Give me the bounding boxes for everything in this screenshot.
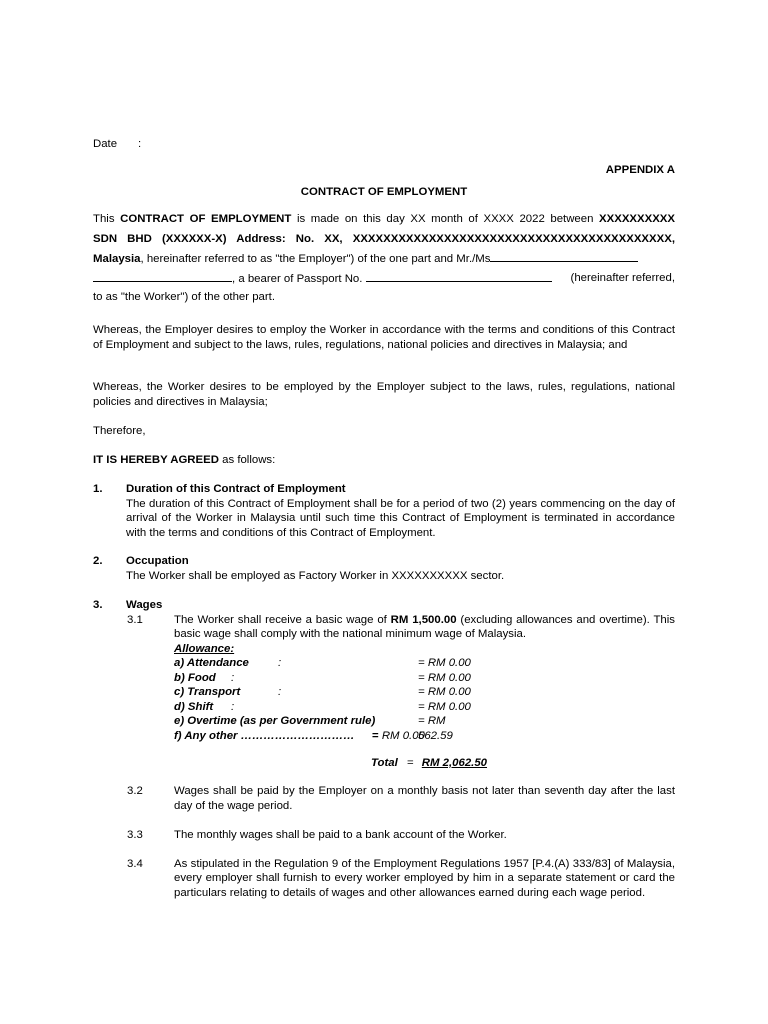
- section-number: 2.: [93, 555, 103, 567]
- intro-text: , hereinafter referred to as "the Employer") of the one part and Mr./Ms: [140, 253, 491, 265]
- clause-text-part: (excluding allowances and overtime). This basic wage shall comply with the national minimum wage of Malaysia.: [174, 613, 675, 640]
- clause-number: 3.3: [127, 828, 143, 841]
- intro-line-3: [93, 249, 675, 270]
- date-colon: :: [138, 138, 142, 150]
- agreed-bold: IT IS HEREBY AGREED: [93, 454, 219, 466]
- intro-line-5: to as "the Worker") of the other part.: [93, 291, 275, 303]
- section-text: The Worker shall be employed as Factory Worker in XXXXXXXXXX sector.: [126, 569, 505, 582]
- appendix-label: APPENDIX A: [605, 164, 675, 176]
- therefore-text: Therefore,: [93, 425, 146, 437]
- date-label: Date: [93, 138, 118, 150]
- section-text: The duration of this Contract of Employment shall be for a period of two (2) years commencing on the day of arrival of the Worker in Malaysia until such time this Contract of Employment is terminated in accordance with the terms and conditions of this Contract of Employment.: [126, 497, 675, 539]
- document-title: CONTRACT OF EMPLOYMENT: [300, 186, 468, 198]
- intro-line-1: [93, 210, 675, 230]
- clause-text: As stipulated in the Regulation 9 of the Employment Regulations 1957 [P.4.(A) 333/83] of Malaysia, every employer shall furnish to every worker employed by him in a separate statement or card the particulars relating to details of wages and other allowances earned during each wage period.: [174, 857, 675, 899]
- intro-text: (hereinafter referred,: [570, 271, 675, 284]
- clause-text: Wages shall be paid by the Employer on a monthly basis not later than seventh day after the last day of the wage period.: [174, 785, 675, 812]
- basic-wage-amount: RM 1,500.00: [390, 613, 457, 626]
- worker-name-blank[interactable]: [490, 249, 638, 262]
- clause-text: [174, 613, 675, 642]
- worker-name-blank-cont[interactable]: [93, 269, 232, 282]
- intro-line-4: [93, 269, 675, 290]
- equals-sign: =: [372, 729, 379, 742]
- malaysia-bold: Malaysia: [93, 253, 141, 265]
- allowance-equals: [372, 729, 425, 744]
- intro-text: is made on this day XX month of XXXX 2022 between: [291, 213, 600, 225]
- allowance-label: b) Food: [174, 671, 216, 684]
- allowance-heading: Allowance:: [174, 642, 235, 655]
- section-heading: Wages: [126, 599, 163, 611]
- allowance-row: [174, 685, 474, 700]
- employer-name-bold: XXXXXXXXXX: [599, 213, 676, 225]
- allowance-row: [174, 656, 474, 671]
- allowance-value: = RM 0.00: [418, 657, 471, 669]
- agreed-line: [93, 453, 275, 468]
- allowance-value: = RM 0.00: [418, 700, 471, 713]
- whereas-worker-paragraph: Whereas, the Worker desires to be employed by the Employer subject to the laws, rules, regulations, national policies and directives in Malaysia;: [93, 381, 675, 408]
- section-heading: Occupation: [126, 555, 189, 567]
- agreed-text: as follows:: [218, 454, 276, 466]
- allowance-colon: :: [231, 700, 235, 713]
- allowance-colon: :: [278, 657, 282, 669]
- intro-text: This: [93, 213, 121, 225]
- allowance-value: = RM 0.00: [418, 671, 471, 684]
- total-equals: =: [406, 757, 414, 769]
- allowance-label: e) Overtime (as per Government rule): [174, 715, 376, 727]
- section-number: 1.: [93, 483, 103, 495]
- whereas-employer-paragraph: Whereas, the Employer desires to employ the Worker in accordance with the terms and conditions of this Contract of Employment and subject to the laws, rules, regulations, national policies and directives in Malaysia; and: [93, 324, 675, 351]
- allowance-row: [174, 671, 474, 686]
- allowance-value: = RM 562.59: [418, 715, 453, 742]
- total-line: [371, 756, 487, 771]
- total-amount: RM 2,062.50: [421, 757, 488, 769]
- date-line: [93, 137, 142, 152]
- allowance-value: RM 0.00: [378, 729, 425, 742]
- allowance-row: [174, 700, 474, 715]
- section-heading: Duration of this Contract of Employment: [126, 483, 346, 495]
- passport-number-blank[interactable]: [366, 269, 552, 282]
- clause-number: 3.4: [127, 857, 143, 870]
- allowance-colon: :: [278, 686, 282, 698]
- intro-text: , a bearer of Passport No.: [232, 272, 366, 285]
- allowance-label: c) Transport: [174, 686, 241, 698]
- document-page: [93, 0, 675, 1024]
- clause-number: 3.2: [127, 785, 143, 797]
- clause-number: 3.1: [127, 613, 143, 626]
- clause-text-part: The Worker shall receive a basic wage of: [174, 613, 391, 626]
- allowance-label: a) Attendance: [174, 657, 249, 669]
- intro-contract-bold: CONTRACT OF EMPLOYMENT: [120, 213, 292, 225]
- section-number: 3.: [93, 599, 103, 611]
- allowance-row-any-other: [174, 729, 474, 744]
- total-label: Total: [371, 757, 398, 769]
- intro-line-2: SDN BHD (XXXXXX-X) Address: No. XX, XXXXXXXXXXXXXXXXXXXXXXXXXXXXXXXXXXXXXXXXXX,: [93, 232, 675, 245]
- clause-text: The monthly wages shall be paid to a bank account of the Worker.: [174, 828, 507, 841]
- allowance-value: = RM 0.00: [418, 686, 471, 698]
- allowance-label: d) Shift: [174, 700, 214, 713]
- allowance-colon: :: [231, 671, 235, 684]
- allowance-label: f) Any other …………………………: [174, 729, 355, 742]
